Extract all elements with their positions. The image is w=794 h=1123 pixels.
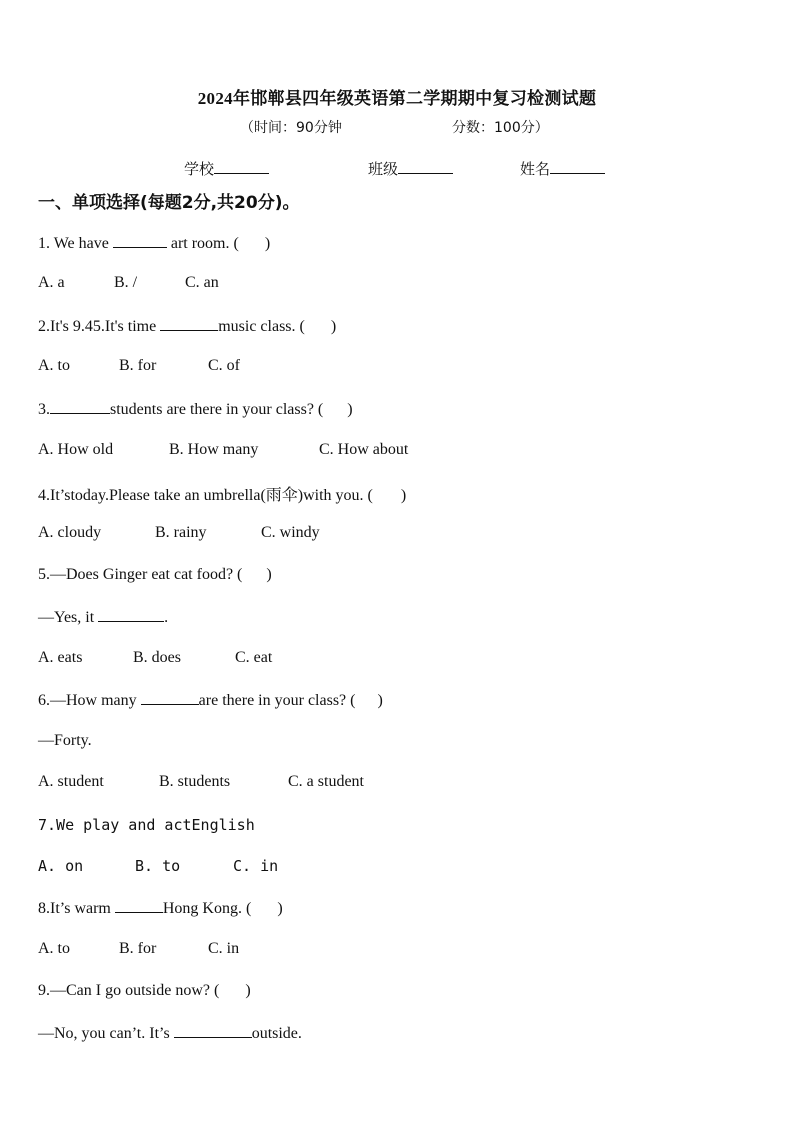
class-field [368, 158, 453, 179]
question-text: 8.It’s warm [38, 900, 111, 917]
answer-line-9 [38, 1023, 302, 1043]
question-text: students are there in your class? ( [110, 401, 324, 418]
option-c[interactable]: C. eat [235, 649, 273, 666]
options-8 [38, 940, 239, 958]
option-b[interactable]: B. / [114, 274, 138, 291]
option-a[interactable]: A. eats [38, 649, 83, 666]
option-a[interactable]: A. on [38, 857, 84, 875]
class-label: 班级 [368, 160, 399, 178]
question-text: 1. We have [38, 235, 109, 252]
option-b[interactable]: B. to [135, 857, 181, 875]
question-text: —No, you can’t. It’s [38, 1025, 170, 1042]
name-blank[interactable] [550, 160, 605, 174]
question-text: 6.—How many [38, 692, 137, 709]
question-2 [38, 316, 336, 336]
question-text: 4.It’stoday.Please take an umbrella(雨伞)with you. ( [38, 487, 373, 504]
option-c[interactable]: C. windy [261, 524, 320, 541]
question-9 [38, 982, 251, 1000]
question-3 [38, 399, 353, 419]
options-7 [38, 857, 278, 875]
question-5 [38, 566, 272, 584]
question-text: 2.It's 9.45.It's time [38, 318, 157, 335]
option-c[interactable]: C. a student [288, 773, 364, 790]
school-blank[interactable] [214, 160, 269, 174]
exam-score: 分数：100分） [452, 120, 549, 136]
option-a[interactable]: A. How old [38, 441, 114, 458]
question-6 [38, 690, 383, 710]
class-blank[interactable] [398, 160, 453, 174]
option-b[interactable]: B. students [159, 773, 231, 790]
option-c[interactable]: C. an [185, 274, 219, 291]
option-c[interactable]: C. of [208, 357, 240, 374]
option-b[interactable]: B. How many [169, 441, 259, 458]
option-a[interactable]: A. a [38, 274, 65, 291]
question-text: ) [245, 982, 251, 999]
question-1 [38, 233, 270, 253]
option-b[interactable]: B. for [119, 940, 157, 957]
question-text: art room. ( [170, 235, 239, 252]
question-text: 5.—Does Ginger eat cat food? ( [38, 566, 243, 583]
question-text: —Yes, it [38, 609, 95, 626]
question-text: 9.—Can I go outside now? ( [38, 982, 220, 999]
name-field [520, 158, 605, 179]
answer-blank[interactable] [50, 399, 110, 414]
option-c[interactable]: C. in [233, 857, 279, 875]
question-text: Hong Kong. ( [162, 900, 252, 917]
options-4 [38, 524, 320, 542]
option-b[interactable]: B. for [119, 357, 157, 374]
section-heading: 一、单项选择(每题2分,共20分)。 [38, 193, 300, 213]
exam-title: 2024年邯郸县四年级英语第二学期期中复习检测试题 [197, 89, 597, 108]
answer-blank[interactable] [113, 233, 167, 248]
option-c[interactable]: C. in [208, 940, 240, 957]
question-text: ) [264, 235, 271, 252]
options-1 [38, 274, 219, 292]
answer-blank[interactable] [160, 316, 218, 331]
options-3 [38, 441, 408, 459]
question-4 [38, 482, 406, 505]
question-7: 7.We play and actEnglish [38, 816, 255, 834]
question-text: ) [377, 692, 383, 709]
question-text: outside. [251, 1025, 302, 1042]
question-text: ) [266, 566, 272, 583]
option-c[interactable]: C. How about [319, 441, 409, 458]
question-text: ) [277, 900, 283, 917]
exam-time: （时间：90分钟 [240, 120, 342, 136]
option-a[interactable]: A. student [38, 773, 104, 790]
name-label: 姓名 [520, 160, 551, 178]
question-8 [38, 898, 283, 918]
option-a[interactable]: A. to [38, 357, 70, 374]
question-text: ) [330, 318, 337, 335]
answer-blank[interactable] [98, 607, 164, 622]
question-text: 3. [38, 401, 50, 418]
answer-blank[interactable] [115, 898, 163, 913]
question-text: . [164, 609, 169, 626]
options-2 [38, 357, 240, 375]
answer-blank[interactable] [174, 1023, 252, 1038]
question-text: ) [347, 401, 353, 418]
question-text: music class. ( [218, 318, 305, 335]
option-a[interactable]: A. to [38, 940, 70, 957]
answer-blank[interactable] [141, 690, 199, 705]
option-a[interactable]: A. cloudy [38, 524, 102, 541]
school-field [184, 158, 269, 179]
option-b[interactable]: B. does [133, 649, 181, 666]
options-5 [38, 649, 272, 667]
option-b[interactable]: B. rainy [155, 524, 207, 541]
question-text: ) [400, 487, 407, 504]
answer-line-6: —Forty. [38, 732, 92, 749]
options-6 [38, 773, 364, 791]
school-label: 学校 [184, 160, 215, 178]
question-text: are there in your class? ( [198, 692, 356, 709]
answer-line-5 [38, 607, 168, 627]
